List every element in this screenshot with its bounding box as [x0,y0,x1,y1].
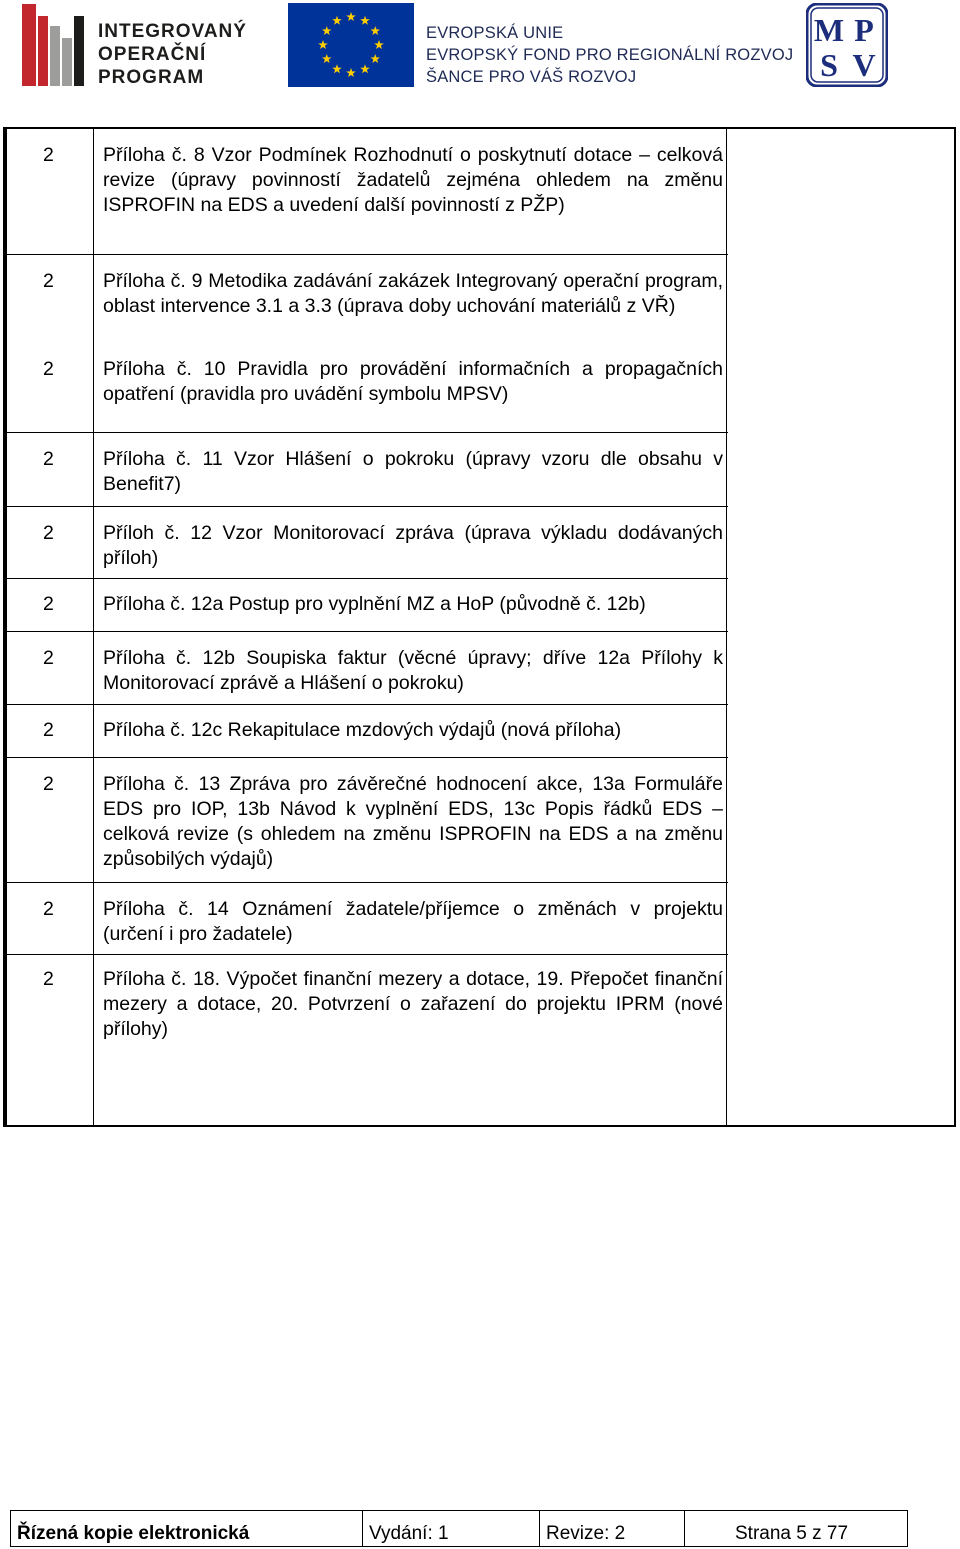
eu-star-icon [370,54,380,63]
eu-logo-line: EVROPSKÝ FOND PRO REGIONÁLNÍ ROZVOJ [426,46,794,64]
row-number: 2 [43,898,54,920]
eu-star-icon [346,68,356,77]
row-number: 2 [43,593,54,615]
row-number: 2 [43,968,54,990]
row-text: Příloha č. 12a Postup pro vyplnění MZ a HoP (původně č. 12b) [103,593,646,615]
table-row [7,955,728,1125]
row-number: 2 [43,358,54,380]
row-number: 2 [43,522,54,544]
iop-logo-text [98,20,247,89]
row-text: Příloha č. 14 Oznámení žadatele/příjemce o změnách v projektu (určení i pro žadatele) [103,898,723,945]
row-text: Příloha č. 8 Vzor Podmínek Rozhodnutí o poskytnutí dotace – celková revize (úpravy povinností žadatelů zejména ohledem na změnu ISPROFIN na EDS a uvedení další povinností z PŽP) [103,144,723,216]
row-number: 2 [43,270,54,292]
eu-flag-icon [288,3,414,87]
page-header [0,0,960,100]
row-text: Příloh č. 12 Vzor Monitorovací zpráva (úprava výkladu dodávaných příloh) [103,522,723,569]
footer-edition: Vydání: 1 [363,1511,540,1546]
row-text: Příloha č. 9 Metodika zadávání zakázek Integrovaný operační program, oblast intervence 3.1 a 3.3 (úprava doby uchování materiálů z VŘ) [103,270,723,317]
row-number: 2 [43,719,54,741]
eu-star-icon [322,54,332,63]
iop-logo [22,2,252,88]
row-number: 2 [43,144,54,166]
table-row [7,343,728,433]
footer-copy: Řízená kopie elektronická [11,1511,363,1546]
table-row [7,579,728,632]
footer-revision: Revize: 2 [540,1511,685,1546]
eu-star-icon [332,16,342,25]
changes-table [3,127,956,1127]
mpsv-letter: S [820,47,838,83]
page-footer [10,1510,908,1547]
table-row [7,705,728,758]
table-row [7,758,728,883]
row-text: Příloha č. 12b Soupiska faktur (věcné úpravy; dříve 12a Přílohy k Monitorovací zprávě a Hlášení o pokroku) [103,647,723,694]
eu-stars-icon [288,3,414,87]
table-row [7,255,728,343]
eu-star-icon [360,16,370,25]
eu-star-icon [370,26,380,35]
eu-logo-line: EVROPSKÁ UNIE [426,24,564,42]
mpsv-letter: P [854,12,874,48]
table-row [7,433,728,507]
eu-logo-line: ŠANCE PRO VÁŠ ROZVOJ [426,68,637,86]
row-text: Příloha č. 18. Výpočet finanční mezery a dotace, 19. Přepočet finanční mezery a dotace, 20. Potvrzení o zařazení do projektu IPRM (nové přílohy) [103,968,723,1040]
mpsv-letter: V [852,47,876,83]
row-number: 2 [43,647,54,669]
mpsv-logo [806,3,888,87]
mpsv-letter: M [813,12,845,48]
table-row [7,129,728,255]
eu-logo-text [426,22,793,88]
eu-star-icon [332,64,342,73]
iop-logo-line: INTEGROVANÝ [98,21,247,42]
eu-star-icon [374,40,384,49]
iop-logo-line: PROGRAM [98,67,205,88]
footer-page: Strana 5 z 77 [735,1523,849,1544]
row-text: Příloha č. 13 Zpráva pro závěrečné hodnocení akce, 13a Formuláře EDS pro IOP, 13b Návod k vyplnění EDS, 13c Popis řádků EDS – celková revize (s ohledem na změnu ISPROFIN na EDS a na změnu způsobilých výdajů) [103,773,723,870]
table-row [7,883,728,955]
iop-logo-line: OPERAČNÍ [98,44,207,65]
eu-star-icon [322,26,332,35]
table-row [7,632,728,705]
eu-star-icon [360,64,370,73]
eu-star-icon [346,12,356,21]
table-row [7,507,728,579]
row-text: Příloha č. 11 Vzor Hlášení o pokroku (úpravy vzoru dle obsahu v Benefit7) [103,448,723,495]
iop-bars-icon [22,4,86,86]
row-number: 2 [43,773,54,795]
row-number: 2 [43,448,54,470]
eu-star-icon [318,40,328,49]
row-text: Příloha č. 10 Pravidla pro provádění informačních a propagačních opatření (pravidla pro uvádění symbolu MPSV) [103,358,723,405]
row-text: Příloha č. 12c Rekapitulace mzdových výdajů (nová příloha) [103,719,622,741]
